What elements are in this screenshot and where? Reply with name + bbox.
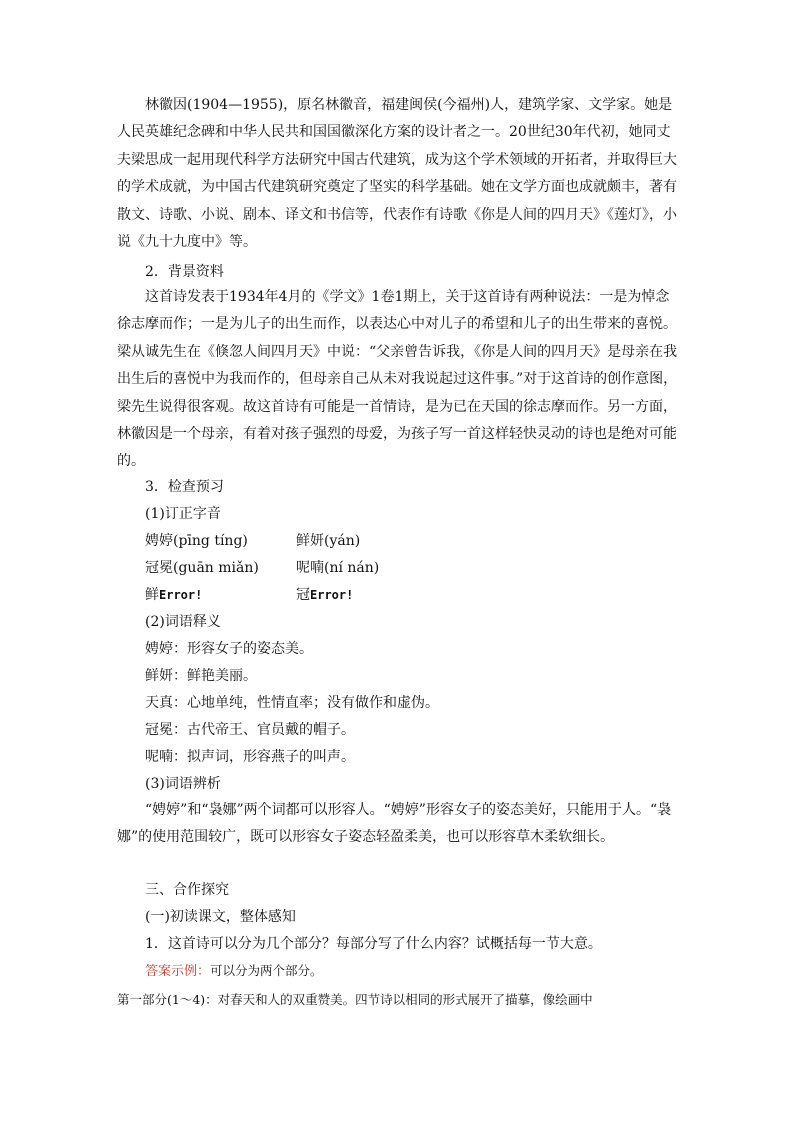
section-three-title: 三、合作探究	[145, 882, 229, 898]
definition-item: 鲜妍：鲜艳美丽。	[145, 668, 257, 684]
definition-item: 娉婷：形容女子的姿态美。	[145, 641, 313, 657]
section-2-title: 2．背景资料	[145, 264, 224, 280]
error-char-right: 冠	[296, 587, 310, 603]
subsection-pronunciation-title: (1)订正字音	[145, 506, 221, 522]
section-3-title: 3．检查预习	[145, 479, 224, 495]
answer-label: 答案示例：	[145, 964, 211, 979]
error-text-left: Error!	[159, 588, 203, 602]
subsection-definitions-title: (2)词语释义	[145, 614, 221, 630]
pronunciation-right-2: 呢喃(ní nán)	[296, 560, 380, 576]
error-char-left: 鲜	[145, 587, 159, 603]
background-paragraph: 这首诗发表于1934年4月的《学文》1卷1期上，关于这首诗有两种说法：一是为悼念徐志摩而作；一是为儿子的出生而作，以表达心中对儿子的希望和儿子的出生带来的喜悦。梁从诚先生在《倏忽人间四月天》中说：“父亲曾告诉我，《你是人间的四月天》是母亲在我出生后的喜悦中为我而作的，但母亲自己从未对我说起过这件事。”对于这首诗的创作意图，梁先生说得很客观。故这首诗有可能是一首情诗，是为已在天国的徐志摩而作。另一方面，林徽因是一个母亲，有着对孩子强烈的母爱，为孩子写一首这样轻快灵动的诗也是绝对可能的。	[117, 289, 678, 470]
pronunciation-error-right	[296, 585, 353, 605]
part-1-text: 第一部分(1～4)：对春天和人的双重赞美。四节诗以相同的形式展开了描摹，像绘画中	[117, 992, 593, 1007]
question-1: 1．这首诗可以分为几个部分？每部分写了什么内容？试概括每一节大意。	[145, 936, 602, 952]
definition-item: 呢喃：拟声词，形容燕子的叫声。	[145, 749, 355, 765]
pronunciation-left-1: 娉婷(pīng tíng)	[145, 533, 248, 549]
subsection-reading-title: (一)初读课文，整体感知	[145, 909, 296, 925]
answer-line	[145, 961, 323, 982]
definition-item: 冠冕：古代帝王、官员戴的帽子。	[145, 722, 355, 738]
pronunciation-error-left	[145, 585, 202, 605]
pronunciation-left-2: 冠冕(guān miǎn)	[145, 560, 259, 576]
answer-text: 可以分为两个部分。	[210, 963, 323, 978]
intro-paragraph: 林徽因(1904—1955)，原名林徽音，福建闽侯(今福州)人，建筑学家、文学家。她是人民英雄纪念碑和中华人民共和国国徽深化方案的设计者之一。20世纪30年代初，她同丈夫梁思成一起用现代科学方法研究中国古代建筑，成为这个学术领域的开拓者，并取得巨大的学术成就，为中国古代建筑研究奠定了坚实的科学基础。她在文学方面也成就颇丰，著有散文、诗歌、小说、剧本、译文和书信等，代表作有诗歌《你是人间的四月天》《莲灯》，小说《九十九度中》等。	[117, 97, 677, 251]
subsection-distinguish-title: (3)词语辨析	[145, 776, 221, 792]
pronunciation-right-1: 鲜妍(yán)	[296, 533, 361, 549]
distinguish-paragraph: “娉婷”和“袅娜”两个词都可以形容人。“娉婷”形容女子的姿态美好，只能用于人。“袅娜”的使用范围较广，既可以形容女子姿态轻盈柔美，也可以形容草木柔软细长。	[117, 802, 672, 846]
definition-item: 天真：心地单纯，性情直率；没有做作和虚伪。	[145, 695, 439, 711]
error-text-right: Error!	[310, 588, 354, 602]
